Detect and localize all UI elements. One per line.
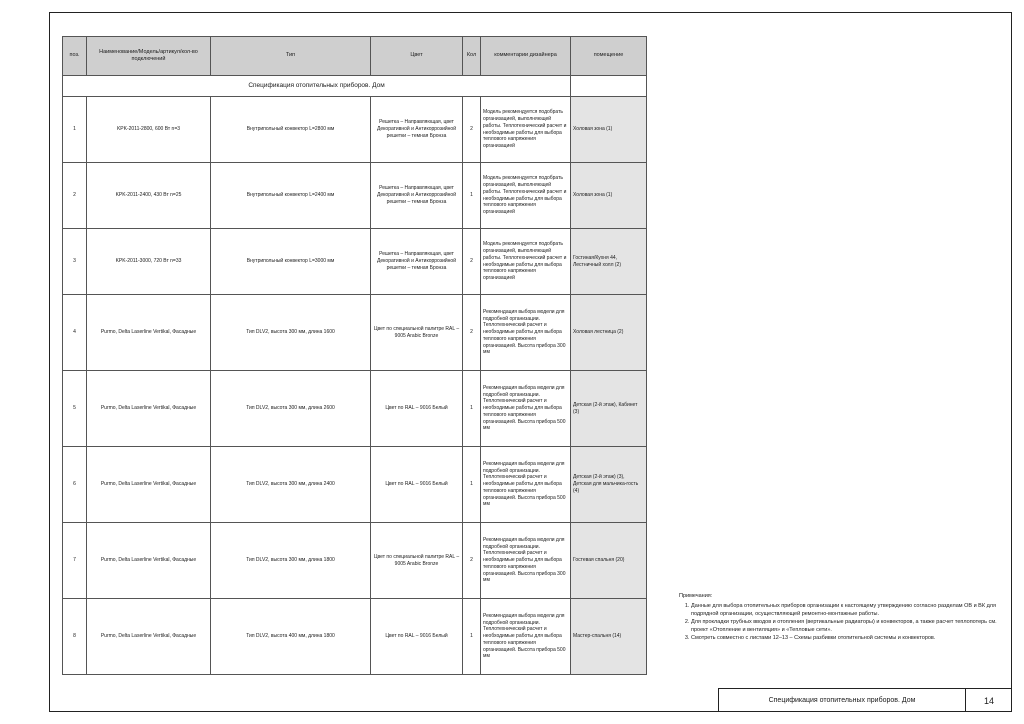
table-row [63,371,647,447]
note-item: 1. Данные для выбора отопительных приборов организации к настоящему утверждению согласно разделам ОВ и ВК для подрядной организации, осуществляющей ремонтно-монтажные работы. [691,603,1009,619]
cell-pos: 7 [63,523,87,599]
cell-room: Холовая зона (1) [571,97,647,163]
cell-comment: Рекомендация выбора модели для подробной организации. Теплотехнический расчет и необходимые работы для выбора теплового напряжения организацией. Высота прибора 500 мм [481,599,571,675]
cell-comment: Рекомендация выбора модели для подробной организации. Теплотехнический расчет и необходимые работы для выбора теплового напряжения организацией. Высота прибора 500 мм [481,371,571,447]
cell-comment: Рекомендация выбора модели для подробной организации. Теплотехнический расчет и необходимые работы для выбора теплового напряжения организацией. Высота прибора 500 мм [481,447,571,523]
cell-room: Гостиная/Кухня 44, Лестничный холл (2) [571,229,647,295]
notes-heading: Примечания: [679,593,713,599]
cell-type: Тип DLV2, высота 300 мм, длина 1600 [211,295,371,371]
cell-type: Тип DLV2, высота 300 мм, длина 1800 [211,523,371,599]
cell-room: Холовая лестница (2) [571,295,647,371]
cell-name: Purmo, Delta Laserline Vertikal, Фасадные [87,371,211,447]
notes-list [679,603,1009,643]
cell-qty: 2 [463,97,481,163]
table-title: Спецификация отопительных приборов. Дом [63,76,571,97]
cell-qty: 1 [463,371,481,447]
cell-color: Цвет по RAL – 9016 Белый [371,447,463,523]
table-row [63,97,647,163]
cell-name: KPK-2011-3000, 720 Вт n=33 [87,229,211,295]
cell-name: KPK-2011-2800, 600 Вт n=3 [87,97,211,163]
cell-comment: Рекомендация выбора модели для подробной организации. Теплотехнический расчет и необходимые работы для выбора теплового напряжения организацией. Высота прибора 300 мм [481,523,571,599]
cell-color: Цвет по специальной палитре RAL – 9005 Arabic Bronze [371,295,463,371]
table-row [63,599,647,675]
cell-comment: Модель рекомендуется подобрать организацией, выполняющей работы. Теплотехнический расчет и необходимые работы для выбора теплового напряжения организацией [481,163,571,229]
cell-pos: 4 [63,295,87,371]
cell-type: Внутрипольный конвектор L=2400 мм [211,163,371,229]
cell-color: Решетка – Направляющая, цвет Декоративной и Антикоррозийной решетки – темная Бронза [371,163,463,229]
cell-qty: 2 [463,523,481,599]
table-row [63,523,647,599]
cell-pos: 6 [63,447,87,523]
sheet-number: 14 [983,695,994,706]
cell-name: Purmo, Delta Laserline Vertikal, Фасадные [87,523,211,599]
cell-room: Гостевая спальня (20) [571,523,647,599]
cell-name: Purmo, Delta Laserline Vertikal, Фасадные [87,447,211,523]
cell-qty: 1 [463,599,481,675]
cell-pos: 1 [63,97,87,163]
cell-pos: 3 [63,229,87,295]
cell-type: Тип DLV2, высота 300 мм, длина 2400 [211,447,371,523]
cell-comment: Модель рекомендуется подобрать организацией, выполняющей работы. Теплотехнический расчет и необходимые работы для выбора теплового напряжения организацией [481,229,571,295]
title-block [718,688,1012,712]
header-room: помещение [571,37,647,76]
table-row [63,295,647,371]
cell-color: Цвет по RAL – 9016 Белый [371,599,463,675]
table-row [63,229,647,295]
cell-color: Решетка – Направляющая, цвет Декоративной и Антикоррозийной решетки – темная Бронза [371,229,463,295]
cell-pos: 2 [63,163,87,229]
cell-qty: 1 [463,163,481,229]
header-qty: Кол [463,37,481,76]
cell-type: Внутрипольный конвектор L=2800 мм [211,97,371,163]
sheet-title: Спецификация отопительных приборов. Дом [719,689,966,712]
header-name: Наименование/Модель/артикул/кол-во подключений [87,37,211,76]
cell-color: Цвет по специальной палитре RAL – 9005 Arabic Bronze [371,523,463,599]
cell-room: Мастер-спальня (14) [571,599,647,675]
cell-color: Решетка – Направляющая, цвет Декоративной и Антикоррозийной решетки – темная Бронза [371,97,463,163]
cell-color: Цвет по RAL – 9016 Белый [371,371,463,447]
cell-room: Детская (2-й этаж), Кабинет (3) [571,371,647,447]
cell-pos: 8 [63,599,87,675]
header-color: Цвет [371,37,463,76]
cell-qty: 1 [463,447,481,523]
note-item: 2. Для прокладки трубных вводов и отопления (вертикальные радиаторы) и конвекторов, а также расчет теплопотерь см. проект «Отопление и вентиляция» и «Тепловые сети». [691,619,1009,635]
cell-type: Внутрипольный конвектор L=3000 мм [211,229,371,295]
table-header-row [63,37,647,76]
cell-type: Тип DLV2, высота 400 мм, длина 1800 [211,599,371,675]
table-title-blank [571,76,647,97]
header-pos: поз. [63,37,87,76]
cell-comment: Рекомендация выбора модели для подробной организации. Теплотехнический расчет и необходимые работы для выбора теплового напряжения организацией. Высота прибора 300 мм [481,295,571,371]
cell-name: KPK-2011-2400, 430 Вт n=25 [87,163,211,229]
cell-name: Purmo, Delta Laserline Vertikal, Фасадные [87,599,211,675]
cell-qty: 2 [463,295,481,371]
cell-type: Тип DLV2, высота 300 мм, длина 2600 [211,371,371,447]
specification-table [62,36,647,675]
note-item: 3. Смотреть совместно с листами 12–13 – Схемы разбивки отопительной системы и конвекторов. [691,635,1009,643]
table-row [63,447,647,523]
cell-qty: 2 [463,229,481,295]
header-comment: комментарии дизайнера [481,37,571,76]
cell-comment: Модель рекомендуется подобрать организацией, выполняющей работы. Теплотехнический расчет и необходимые работы для выбора теплового напряжения организацией [481,97,571,163]
cell-room: Детская (2-й этаж) (3), Детская для мальчика-гость (4) [571,447,647,523]
cell-name: Purmo, Delta Laserline Vertikal, Фасадные [87,295,211,371]
cell-room: Холовая зона (1) [571,163,647,229]
cell-pos: 5 [63,371,87,447]
table-row [63,163,647,229]
header-type: Тип [211,37,371,76]
notes-block [679,593,1009,643]
